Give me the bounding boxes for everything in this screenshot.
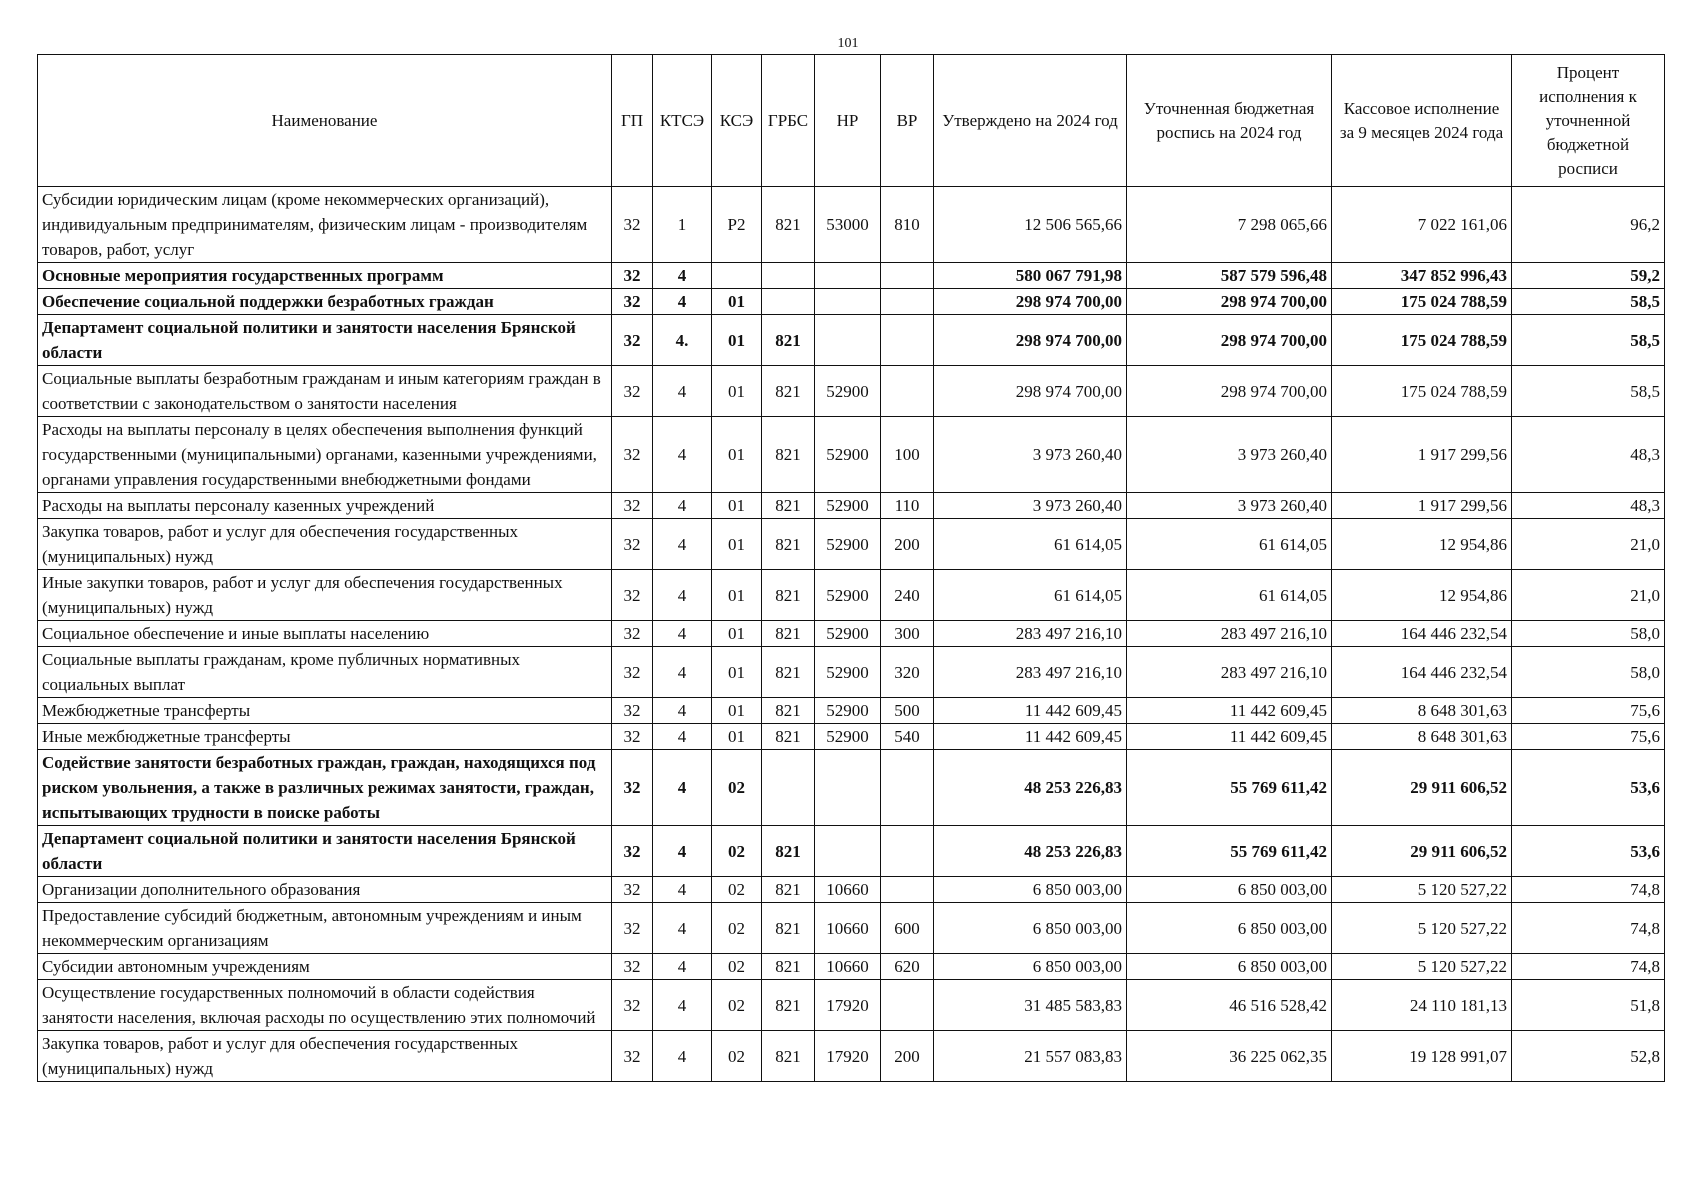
cell-grbs: 821 xyxy=(762,647,815,698)
cell-vr xyxy=(881,366,934,417)
cell-grbs: 821 xyxy=(762,366,815,417)
table-row xyxy=(38,519,1665,570)
cell-name: Социальные выплаты гражданам, кроме публичных нормативных социальных выплат xyxy=(38,647,612,698)
cell-refined: 11 442 609,45 xyxy=(1127,724,1332,750)
cell-approved: 6 850 003,00 xyxy=(934,877,1127,903)
cell-refined: 298 974 700,00 xyxy=(1127,289,1332,315)
cell-gp: 32 xyxy=(612,826,653,877)
cell-percent: 53,6 xyxy=(1512,750,1665,826)
cell-gp: 32 xyxy=(612,877,653,903)
cell-vr: 200 xyxy=(881,519,934,570)
cell-grbs: 821 xyxy=(762,621,815,647)
cell-kse: 02 xyxy=(712,877,762,903)
cell-approved: 298 974 700,00 xyxy=(934,315,1127,366)
cell-refined: 46 516 528,42 xyxy=(1127,980,1332,1031)
cell-gp: 32 xyxy=(612,954,653,980)
cell-grbs: 821 xyxy=(762,315,815,366)
header-percent: Процент исполнения к уточненной бюджетной росписи xyxy=(1512,55,1665,187)
cell-ktse: 4 xyxy=(653,493,712,519)
cell-grbs: 821 xyxy=(762,187,815,263)
cell-name: Департамент социальной политики и занятости населения Брянской области xyxy=(38,315,612,366)
cell-cash: 5 120 527,22 xyxy=(1332,903,1512,954)
cell-np xyxy=(815,289,881,315)
cell-approved: 61 614,05 xyxy=(934,570,1127,621)
cell-approved: 3 973 260,40 xyxy=(934,493,1127,519)
table-row xyxy=(38,826,1665,877)
cell-grbs: 821 xyxy=(762,1031,815,1082)
cell-np: 52900 xyxy=(815,647,881,698)
page-number: 101 xyxy=(837,36,859,51)
cell-np: 52900 xyxy=(815,493,881,519)
header-grbs: ГРБС xyxy=(762,55,815,187)
cell-kse: 01 xyxy=(712,289,762,315)
cell-np: 10660 xyxy=(815,954,881,980)
cell-cash: 1 917 299,56 xyxy=(1332,493,1512,519)
cell-np xyxy=(815,315,881,366)
table-row xyxy=(38,903,1665,954)
cell-kse: 01 xyxy=(712,647,762,698)
cell-np: 52900 xyxy=(815,417,881,493)
cell-approved: 12 506 565,66 xyxy=(934,187,1127,263)
cell-cash: 347 852 996,43 xyxy=(1332,263,1512,289)
table-row xyxy=(38,493,1665,519)
cell-ktse: 4 xyxy=(653,570,712,621)
cell-ktse: 4 xyxy=(653,289,712,315)
table-row xyxy=(38,698,1665,724)
cell-percent: 74,8 xyxy=(1512,903,1665,954)
cell-ktse: 4 xyxy=(653,519,712,570)
cell-percent: 21,0 xyxy=(1512,519,1665,570)
cell-np xyxy=(815,826,881,877)
header-name: Наименование xyxy=(38,55,612,187)
cell-percent: 58,5 xyxy=(1512,366,1665,417)
cell-refined: 283 497 216,10 xyxy=(1127,621,1332,647)
cell-percent: 75,6 xyxy=(1512,698,1665,724)
cell-grbs: 821 xyxy=(762,417,815,493)
cell-cash: 12 954,86 xyxy=(1332,519,1512,570)
cell-approved: 298 974 700,00 xyxy=(934,366,1127,417)
cell-refined: 6 850 003,00 xyxy=(1127,903,1332,954)
cell-kse: 01 xyxy=(712,417,762,493)
cell-kse: 02 xyxy=(712,826,762,877)
cell-name: Закупка товаров, работ и услуг для обеспечения государственных (муниципальных) нужд xyxy=(38,1031,612,1082)
cell-np: 52900 xyxy=(815,570,881,621)
cell-percent: 59,2 xyxy=(1512,263,1665,289)
cell-cash: 175 024 788,59 xyxy=(1332,289,1512,315)
cell-name: Содействие занятости безработных граждан, граждан, находящихся под риском увольнения, а также в различных режимах занятости, граждан, испытывающих трудности в поиске работы xyxy=(38,750,612,826)
table-row xyxy=(38,315,1665,366)
cell-percent: 58,5 xyxy=(1512,315,1665,366)
cell-approved: 298 974 700,00 xyxy=(934,289,1127,315)
cell-refined: 587 579 596,48 xyxy=(1127,263,1332,289)
cell-approved: 283 497 216,10 xyxy=(934,621,1127,647)
cell-percent: 75,6 xyxy=(1512,724,1665,750)
table-row xyxy=(38,750,1665,826)
cell-name: Предоставление субсидий бюджетным, автономным учреждениям и иным некоммерческим организациям xyxy=(38,903,612,954)
header-gp: ГП xyxy=(612,55,653,187)
cell-percent: 21,0 xyxy=(1512,570,1665,621)
cell-np xyxy=(815,750,881,826)
cell-ktse: 4. xyxy=(653,315,712,366)
cell-gp: 32 xyxy=(612,263,653,289)
cell-approved: 21 557 083,83 xyxy=(934,1031,1127,1082)
cell-approved: 283 497 216,10 xyxy=(934,647,1127,698)
cell-cash: 164 446 232,54 xyxy=(1332,621,1512,647)
cell-name: Субсидии юридическим лицам (кроме некоммерческих организаций), индивидуальным предпринимателям, физическим лицам - производителям товаров, работ, услуг xyxy=(38,187,612,263)
cell-vr: 620 xyxy=(881,954,934,980)
cell-percent: 48,3 xyxy=(1512,493,1665,519)
cell-refined: 11 442 609,45 xyxy=(1127,698,1332,724)
cell-approved: 580 067 791,98 xyxy=(934,263,1127,289)
cell-vr xyxy=(881,263,934,289)
cell-vr: 540 xyxy=(881,724,934,750)
cell-vr: 100 xyxy=(881,417,934,493)
cell-kse: 01 xyxy=(712,724,762,750)
cell-gp: 32 xyxy=(612,366,653,417)
cell-name: Иные межбюджетные трансферты xyxy=(38,724,612,750)
cell-vr xyxy=(881,980,934,1031)
cell-cash: 19 128 991,07 xyxy=(1332,1031,1512,1082)
cell-refined: 55 769 611,42 xyxy=(1127,826,1332,877)
cell-ktse: 4 xyxy=(653,877,712,903)
table-row xyxy=(38,621,1665,647)
cell-gp: 32 xyxy=(612,621,653,647)
cell-gp: 32 xyxy=(612,724,653,750)
cell-gp: 32 xyxy=(612,289,653,315)
cell-ktse: 4 xyxy=(653,980,712,1031)
cell-grbs: 821 xyxy=(762,570,815,621)
cell-vr: 810 xyxy=(881,187,934,263)
cell-np: 17920 xyxy=(815,1031,881,1082)
cell-cash: 8 648 301,63 xyxy=(1332,724,1512,750)
cell-gp: 32 xyxy=(612,493,653,519)
cell-percent: 58,0 xyxy=(1512,621,1665,647)
table-row xyxy=(38,570,1665,621)
cell-gp: 32 xyxy=(612,980,653,1031)
cell-ktse: 4 xyxy=(653,903,712,954)
cell-vr xyxy=(881,289,934,315)
cell-grbs: 821 xyxy=(762,698,815,724)
cell-gp: 32 xyxy=(612,187,653,263)
cell-kse: 01 xyxy=(712,366,762,417)
cell-gp: 32 xyxy=(612,903,653,954)
cell-percent: 74,8 xyxy=(1512,954,1665,980)
cell-vr: 200 xyxy=(881,1031,934,1082)
cell-gp: 32 xyxy=(612,417,653,493)
cell-kse: 01 xyxy=(712,570,762,621)
cell-kse: 02 xyxy=(712,750,762,826)
cell-vr: 600 xyxy=(881,903,934,954)
cell-grbs: 821 xyxy=(762,493,815,519)
table-row xyxy=(38,417,1665,493)
cell-gp: 32 xyxy=(612,750,653,826)
cell-approved: 11 442 609,45 xyxy=(934,698,1127,724)
cell-ktse: 4 xyxy=(653,1031,712,1082)
cell-np xyxy=(815,263,881,289)
cell-kse: 02 xyxy=(712,980,762,1031)
cell-gp: 32 xyxy=(612,647,653,698)
cell-gp: 32 xyxy=(612,570,653,621)
cell-approved: 6 850 003,00 xyxy=(934,903,1127,954)
cell-grbs: 821 xyxy=(762,954,815,980)
cell-gp: 32 xyxy=(612,519,653,570)
cell-percent: 58,0 xyxy=(1512,647,1665,698)
cell-refined: 61 614,05 xyxy=(1127,519,1332,570)
header-approved: Утверждено на 2024 год xyxy=(934,55,1127,187)
cell-name: Субсидии автономным учреждениям xyxy=(38,954,612,980)
cell-np: 52900 xyxy=(815,724,881,750)
table-row xyxy=(38,366,1665,417)
cell-np: 17920 xyxy=(815,980,881,1031)
cell-grbs: 821 xyxy=(762,519,815,570)
cell-kse: 01 xyxy=(712,493,762,519)
cell-name: Обеспечение социальной поддержки безработных граждан xyxy=(38,289,612,315)
cell-approved: 3 973 260,40 xyxy=(934,417,1127,493)
table-row xyxy=(38,980,1665,1031)
table-row xyxy=(38,724,1665,750)
cell-approved: 11 442 609,45 xyxy=(934,724,1127,750)
cell-kse: 01 xyxy=(712,519,762,570)
cell-kse xyxy=(712,263,762,289)
cell-ktse: 4 xyxy=(653,647,712,698)
budget-table xyxy=(37,54,1665,1082)
cell-np: 53000 xyxy=(815,187,881,263)
cell-cash: 175 024 788,59 xyxy=(1332,366,1512,417)
cell-gp: 32 xyxy=(612,315,653,366)
cell-name: Осуществление государственных полномочий в области содействия занятости населения, включая расходы по осуществлению этих полномочий xyxy=(38,980,612,1031)
cell-percent: 58,5 xyxy=(1512,289,1665,315)
header-kse: КСЭ xyxy=(712,55,762,187)
table-row xyxy=(38,1031,1665,1082)
table-row xyxy=(38,877,1665,903)
cell-cash: 5 120 527,22 xyxy=(1332,954,1512,980)
table-row xyxy=(38,647,1665,698)
cell-approved: 31 485 583,83 xyxy=(934,980,1127,1031)
cell-grbs: 821 xyxy=(762,980,815,1031)
header-ktse: КТСЭ xyxy=(653,55,712,187)
cell-ktse: 4 xyxy=(653,366,712,417)
cell-grbs xyxy=(762,289,815,315)
cell-np: 52900 xyxy=(815,366,881,417)
cell-refined: 7 298 065,66 xyxy=(1127,187,1332,263)
cell-vr xyxy=(881,750,934,826)
cell-vr: 320 xyxy=(881,647,934,698)
cell-cash: 164 446 232,54 xyxy=(1332,647,1512,698)
cell-percent: 48,3 xyxy=(1512,417,1665,493)
cell-ktse: 4 xyxy=(653,724,712,750)
cell-cash: 8 648 301,63 xyxy=(1332,698,1512,724)
cell-percent: 53,6 xyxy=(1512,826,1665,877)
cell-name: Расходы на выплаты персоналу в целях обеспечения выполнения функций государственными (муниципальными) органами, казенными учреждениями, органами управления государственными внебюджетными фондами xyxy=(38,417,612,493)
cell-ktse: 4 xyxy=(653,826,712,877)
cell-cash: 29 911 606,52 xyxy=(1332,750,1512,826)
cell-cash: 5 120 527,22 xyxy=(1332,877,1512,903)
cell-gp: 32 xyxy=(612,1031,653,1082)
cell-kse: 01 xyxy=(712,315,762,366)
cell-cash: 29 911 606,52 xyxy=(1332,826,1512,877)
cell-vr: 300 xyxy=(881,621,934,647)
cell-cash: 7 022 161,06 xyxy=(1332,187,1512,263)
table-row xyxy=(38,289,1665,315)
cell-grbs: 821 xyxy=(762,724,815,750)
cell-grbs: 821 xyxy=(762,903,815,954)
cell-grbs xyxy=(762,750,815,826)
table-header-row xyxy=(38,55,1665,187)
cell-ktse: 4 xyxy=(653,698,712,724)
cell-approved: 48 253 226,83 xyxy=(934,750,1127,826)
cell-grbs: 821 xyxy=(762,877,815,903)
header-np: НР xyxy=(815,55,881,187)
header-refined: Уточненная бюджетная роспись на 2024 год xyxy=(1127,55,1332,187)
cell-grbs: 821 xyxy=(762,826,815,877)
table-row xyxy=(38,954,1665,980)
cell-approved: 6 850 003,00 xyxy=(934,954,1127,980)
header-vr: ВР xyxy=(881,55,934,187)
cell-refined: 36 225 062,35 xyxy=(1127,1031,1332,1082)
cell-refined: 6 850 003,00 xyxy=(1127,954,1332,980)
cell-name: Департамент социальной политики и занятости населения Брянской области xyxy=(38,826,612,877)
cell-name: Межбюджетные трансферты xyxy=(38,698,612,724)
cell-refined: 3 973 260,40 xyxy=(1127,417,1332,493)
cell-grbs xyxy=(762,263,815,289)
cell-np: 52900 xyxy=(815,698,881,724)
cell-np: 10660 xyxy=(815,903,881,954)
cell-refined: 55 769 611,42 xyxy=(1127,750,1332,826)
cell-kse: 02 xyxy=(712,954,762,980)
cell-kse: 02 xyxy=(712,903,762,954)
cell-name: Социальные выплаты безработным гражданам и иным категориям граждан в соответствии с законодательством о занятости населения xyxy=(38,366,612,417)
cell-ktse: 4 xyxy=(653,417,712,493)
cell-cash: 24 110 181,13 xyxy=(1332,980,1512,1031)
cell-vr xyxy=(881,877,934,903)
cell-vr: 240 xyxy=(881,570,934,621)
cell-np: 52900 xyxy=(815,621,881,647)
cell-refined: 298 974 700,00 xyxy=(1127,366,1332,417)
cell-ktse: 4 xyxy=(653,263,712,289)
cell-kse: 02 xyxy=(712,1031,762,1082)
cell-refined: 298 974 700,00 xyxy=(1127,315,1332,366)
cell-vr: 500 xyxy=(881,698,934,724)
cell-np: 10660 xyxy=(815,877,881,903)
cell-name: Расходы на выплаты персоналу казенных учреждений xyxy=(38,493,612,519)
cell-cash: 175 024 788,59 xyxy=(1332,315,1512,366)
cell-kse: 01 xyxy=(712,621,762,647)
cell-vr xyxy=(881,826,934,877)
cell-name: Иные закупки товаров, работ и услуг для обеспечения государственных (муниципальных) нужд xyxy=(38,570,612,621)
cell-cash: 1 917 299,56 xyxy=(1332,417,1512,493)
cell-refined: 283 497 216,10 xyxy=(1127,647,1332,698)
cell-refined: 6 850 003,00 xyxy=(1127,877,1332,903)
cell-kse: 01 xyxy=(712,698,762,724)
cell-ktse: 1 xyxy=(653,187,712,263)
cell-gp: 32 xyxy=(612,698,653,724)
cell-kse: Р2 xyxy=(712,187,762,263)
cell-vr: 110 xyxy=(881,493,934,519)
cell-name: Основные мероприятия государственных программ xyxy=(38,263,612,289)
cell-name: Закупка товаров, работ и услуг для обеспечения государственных (муниципальных) нужд xyxy=(38,519,612,570)
cell-name: Социальное обеспечение и иные выплаты населению xyxy=(38,621,612,647)
cell-ktse: 4 xyxy=(653,750,712,826)
table-row xyxy=(38,263,1665,289)
cell-ktse: 4 xyxy=(653,954,712,980)
cell-approved: 48 253 226,83 xyxy=(934,826,1127,877)
cell-ktse: 4 xyxy=(653,621,712,647)
table-body xyxy=(38,187,1665,1082)
cell-percent: 74,8 xyxy=(1512,877,1665,903)
cell-vr xyxy=(881,315,934,366)
cell-percent: 52,8 xyxy=(1512,1031,1665,1082)
table-row xyxy=(38,187,1665,263)
cell-cash: 12 954,86 xyxy=(1332,570,1512,621)
cell-name: Организации дополнительного образования xyxy=(38,877,612,903)
cell-percent: 51,8 xyxy=(1512,980,1665,1031)
header-cash: Кассовое исполнение за 9 месяцев 2024 года xyxy=(1332,55,1512,187)
cell-np: 52900 xyxy=(815,519,881,570)
cell-percent: 96,2 xyxy=(1512,187,1665,263)
cell-approved: 61 614,05 xyxy=(934,519,1127,570)
cell-refined: 61 614,05 xyxy=(1127,570,1332,621)
cell-refined: 3 973 260,40 xyxy=(1127,493,1332,519)
